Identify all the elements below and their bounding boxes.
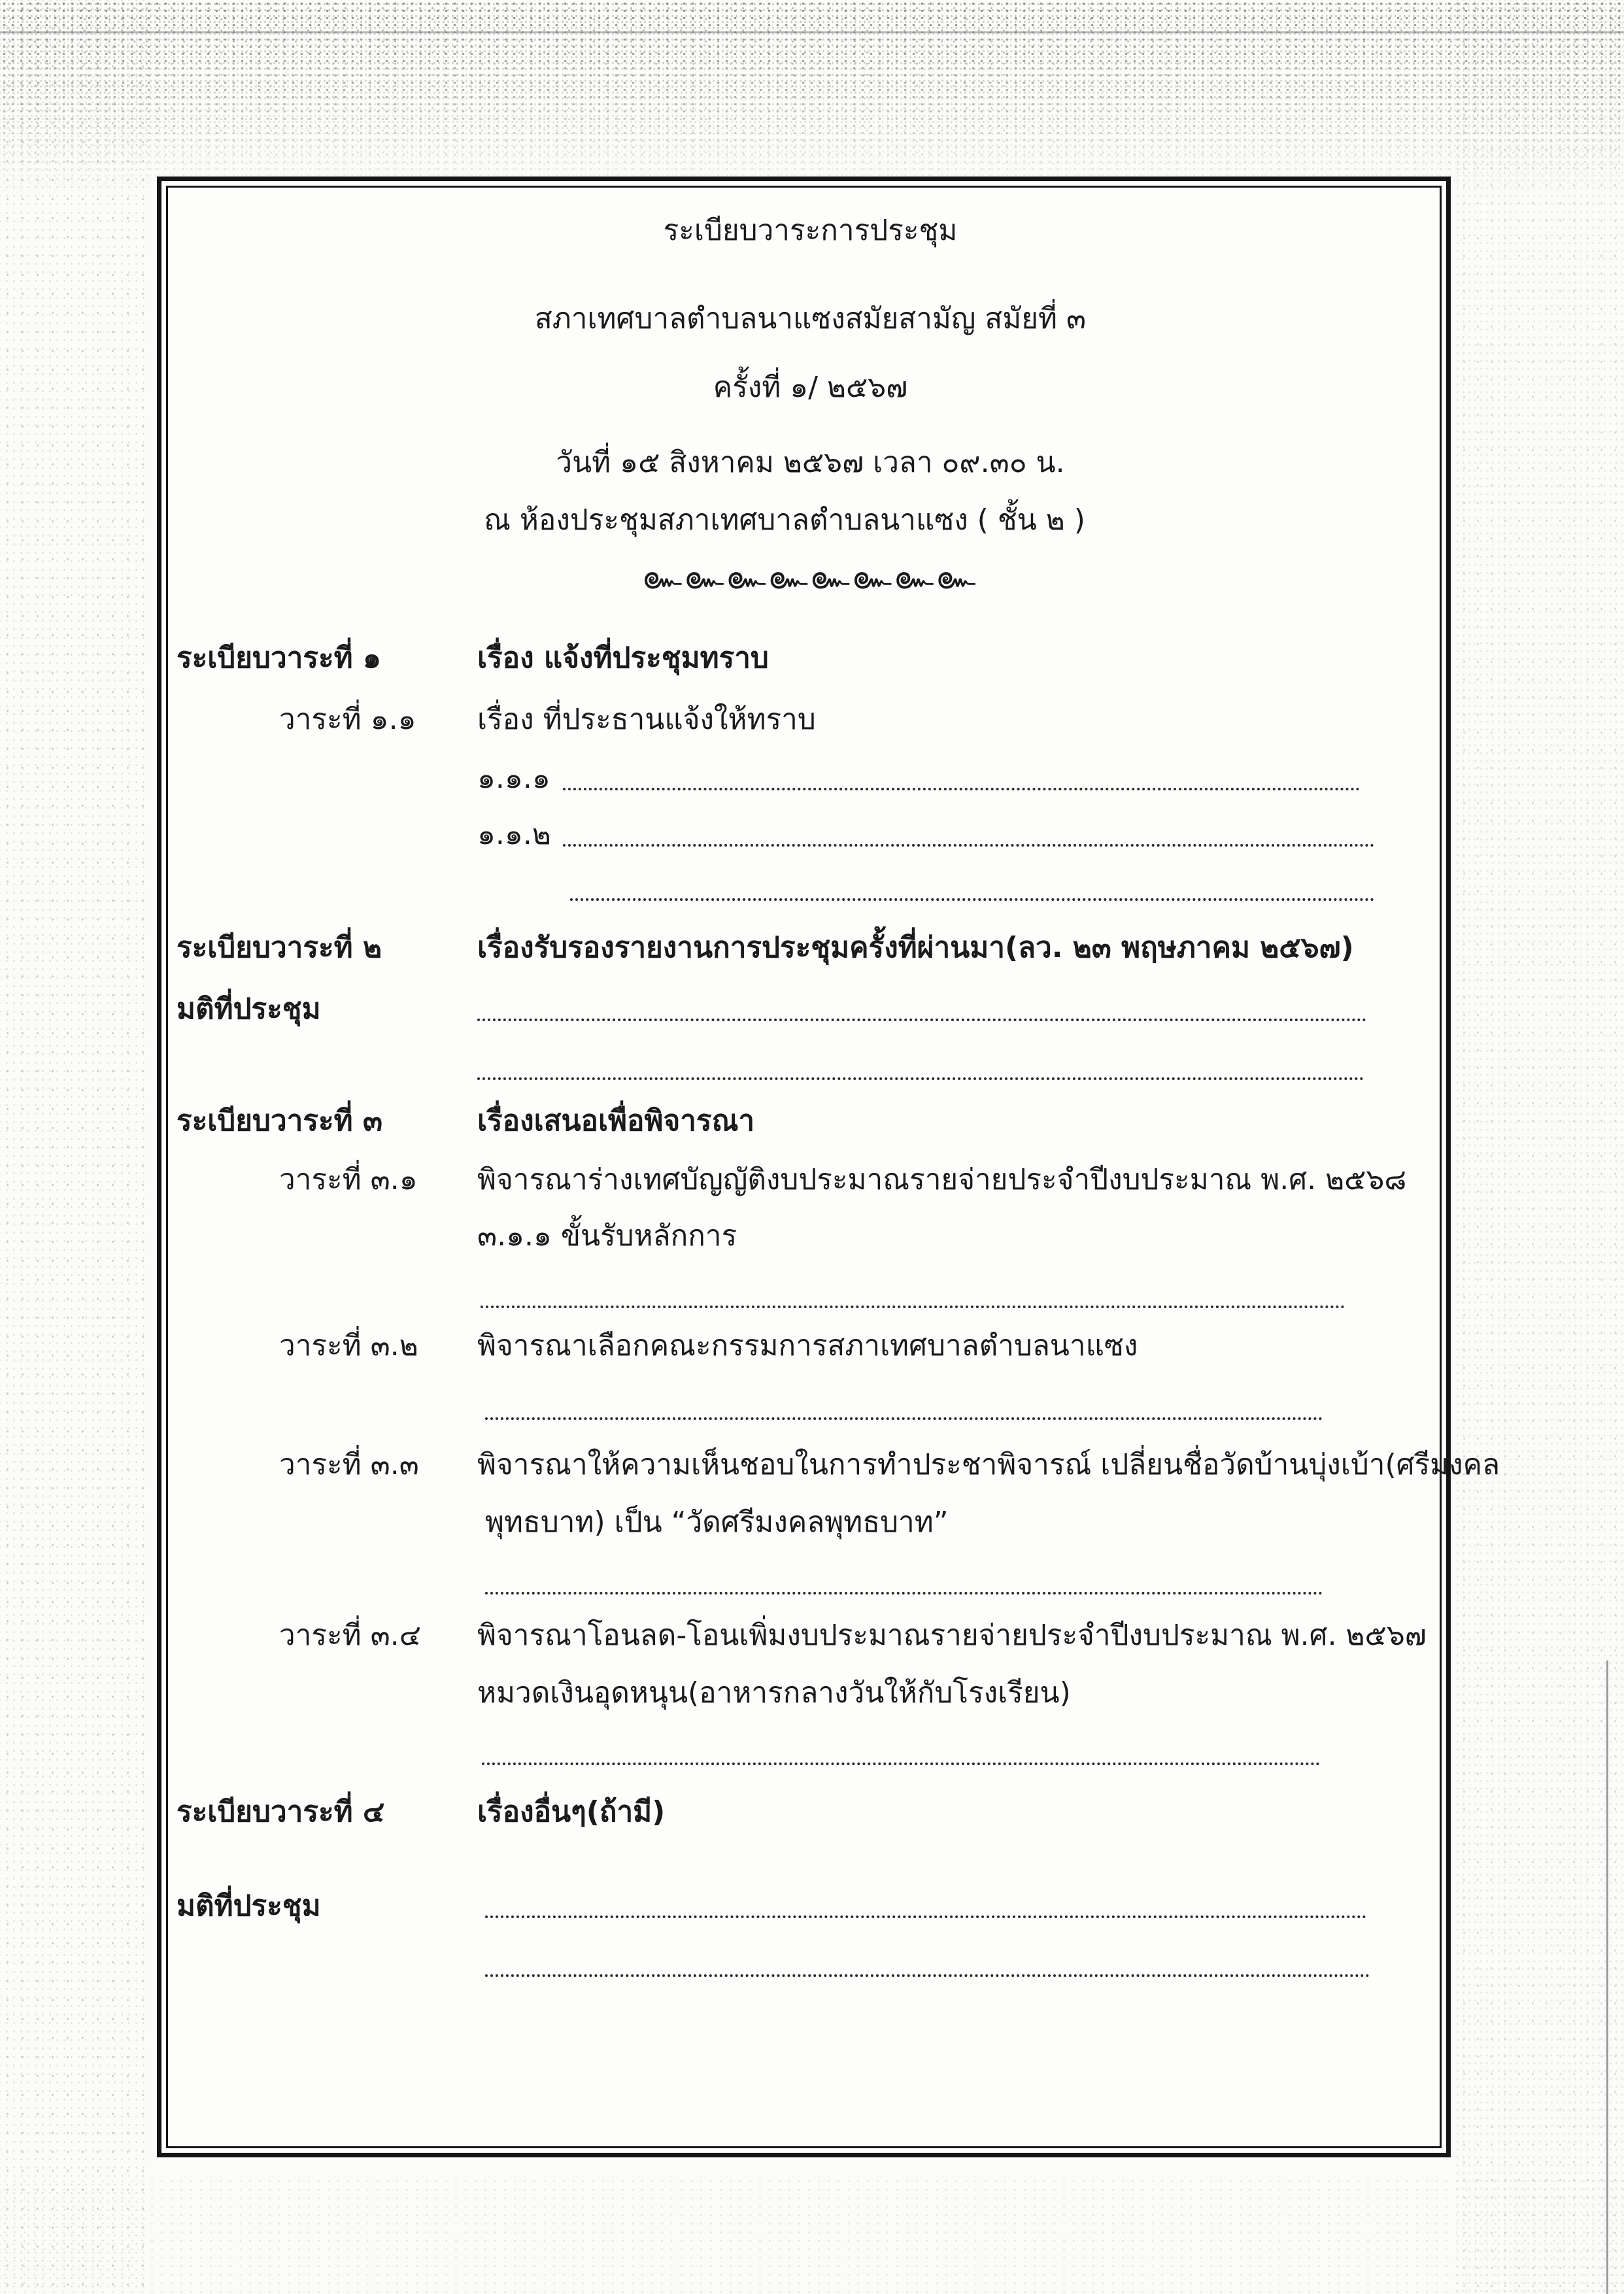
agenda-3-title: เรื่องเสนอเพื่อพิจารณา [477,1104,755,1138]
meeting-datetime: วันที่ ๑๕ สิงหาคม ๒๕๖๗ เวลา ๐๙.๓๐ น. [556,446,1065,479]
agenda-3-1-1-text: ๓.๑.๑ ขั้นรับหลักการ [477,1219,737,1253]
agenda-1-title: เรื่อง แจ้งที่ประชุมทราบ [477,641,769,675]
blank-line [477,1077,1364,1080]
scan-top-edge [0,31,1624,33]
agenda-1-label: ระเบียบวาระที่ ๑ [177,641,381,675]
session-number: ครั้งที่ ๑/ ๒๕๖๗ [713,371,908,404]
blank-line [485,1592,1323,1594]
blank-line [563,788,1360,790]
blank-line [485,1417,1323,1420]
agenda-3-4-text-line-2: หมวดเงินอุดหนุน(อาหารกลางวันให้กับโรงเรียน) [477,1676,1071,1710]
agenda-2-title: เรื่องรับรองรายงานการประชุมครั้งที่ผ่านมา(ลว. ๒๓ พฤษภาคม ๒๕๖๗) [477,931,1354,964]
blank-line [485,1974,1370,1977]
agenda-4-title: เรื่องอื่นๆ(ถ้ามี) [477,1795,666,1829]
scan-noise-left [0,0,150,2294]
agenda-4-label: ระเบียบวาระที่ ๔ [177,1795,385,1829]
scan-noise-right [1455,0,1624,2294]
agenda-3-3-text-line-1: พิจารณาให้ความเห็นชอบในการทำประชาพิจารณ์ เปลี่ยนชื่อวัดบ้านบุ่งเบ้า(ศรีมงคล [477,1448,1500,1481]
scan-noise-top [0,0,1624,196]
agenda-2-resolution-label: มติที่ประชุม [177,992,321,1026]
ornament-divider: ๛๛๛๛๛๛๛๛ [642,558,979,597]
scan-noise-bottom [0,2177,1624,2294]
council-session-name: สภาเทศบาลตำบลนาแซงสมัยสามัญ สมัยที่ ๓ [534,302,1087,335]
agenda-2-label: ระเบียบวาระที่ ๒ [177,931,382,964]
agenda-3-label: ระเบียบวาระที่ ๓ [177,1104,383,1138]
blank-line [482,1763,1320,1765]
agenda-3-4-text-line-1: พิจารณาโอนลด-โอนเพิ่มงบประมาณรายจ่ายประจำปีงบประมาณ พ.ศ. ๒๕๖๗ [477,1619,1427,1652]
agenda-1-1-2-number: ๑.๑.๒ [477,818,551,851]
blank-line [563,844,1374,847]
agenda-3-4-label: วาระที่ ๓.๔ [279,1619,422,1652]
page-title: ระเบียบวาระการประชุม [663,214,958,247]
meeting-venue: ณ ห้องประชุมสภาเทศบาลตำบลนาแซง ( ชั้น ๒ ) [484,503,1085,537]
agenda-1-1-title: เรื่อง ที่ประธานแจ้งให้ทราบ [477,703,816,736]
agenda-1-1-1-number: ๑.๑.๑ [477,762,550,795]
agenda-3-1-label: วาระที่ ๓.๑ [279,1163,418,1196]
agenda-3-3-text-line-2: พุทธบาท) เป็น “วัดศรีมงคลพุทธบาท” [485,1506,949,1539]
blank-line [481,1306,1345,1308]
blank-line [477,1019,1366,1021]
agenda-4-resolution-label: มติที่ประชุม [177,1889,321,1923]
agenda-3-1-text: พิจารณาร่างเทศบัญญัติงบประมาณรายจ่ายประจำปีงบประมาณ พ.ศ. ๒๕๖๘ [477,1163,1407,1196]
agenda-3-2-label: วาระที่ ๓.๒ [279,1329,418,1362]
blank-line [485,1915,1366,1918]
agenda-3-3-label: วาระที่ ๓.๓ [279,1448,419,1481]
agenda-3-2-text: พิจารณาเลือกคณะกรรมการสภาเทศบาลตำบลนาแซง [477,1329,1138,1362]
scan-right-edge [1606,1661,1608,2294]
blank-line [570,898,1374,901]
agenda-1-1-label: วาระที่ ๑.๑ [279,703,416,736]
